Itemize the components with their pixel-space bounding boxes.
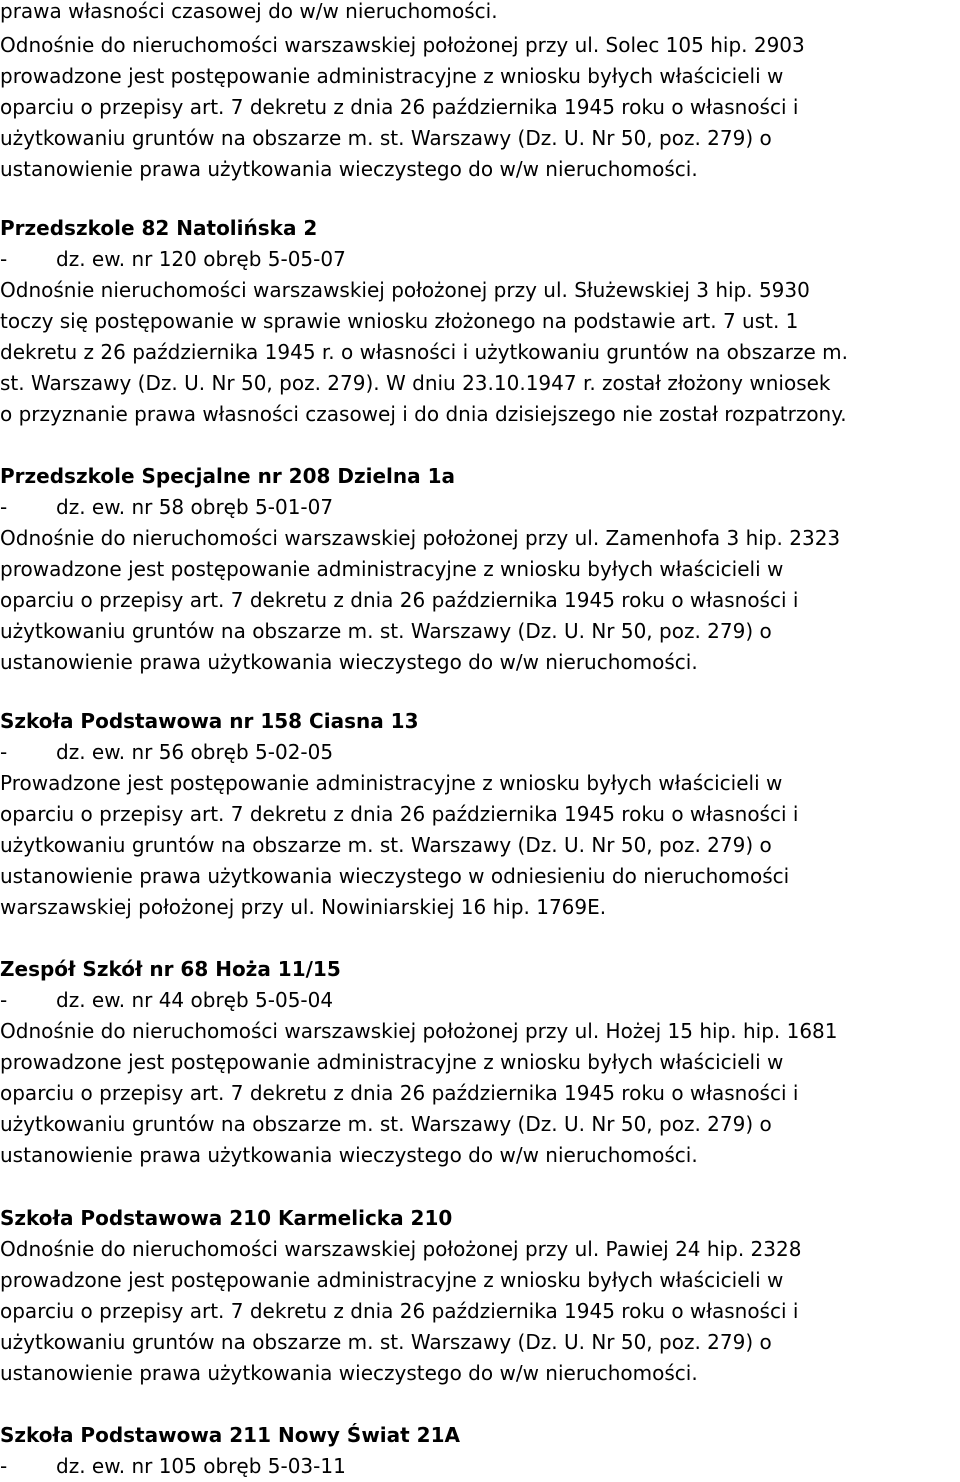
text-line: st. Warszawy (Dz. U. Nr 50, poz. 279). W dniu 23.10.1947 r. został złożony wniosek	[0, 371, 831, 395]
parcel-text: dz. ew. nr 58 obręb 5-01-07	[56, 495, 334, 519]
text-line: warszawskiej położonej przy ul. Nowiniarskiej 16 hip. 1769E.	[0, 895, 607, 919]
list-dash: -	[0, 247, 8, 271]
text-line: oparciu o przepisy art. 7 dekretu z dnia 26 października 1945 roku o własności i	[0, 588, 799, 612]
text-line: Odnośnie do nieruchomości warszawskiej położonej przy ul. Hożej 15 hip. hip. 1681	[0, 1019, 838, 1043]
text-line: Prowadzone jest postępowanie administracyjne z wniosku byłych właścicieli w	[0, 771, 783, 795]
text-line: użytkowaniu gruntów na obszarze m. st. Warszawy (Dz. U. Nr 50, poz. 279) o	[0, 833, 772, 857]
section-heading: Szkoła Podstawowa nr 158 Ciasna 13	[0, 709, 419, 733]
text-line: Odnośnie nieruchomości warszawskiej położonej przy ul. Służewskiej 3 hip. 5930	[0, 278, 810, 302]
parcel-text: dz. ew. nr 56 obręb 5-02-05	[56, 740, 334, 764]
text-line: ustanowienie prawa użytkowania wieczystego do w/w nieruchomości.	[0, 1361, 698, 1385]
parcel-line	[0, 244, 346, 275]
text-line: oparciu o przepisy art. 7 dekretu z dnia 26 października 1945 roku o własności i	[0, 1299, 799, 1323]
text-line: o przyznanie prawa własności czasowej i do dnia dzisiejszego nie został rozpatrzony.	[0, 402, 847, 426]
text-line: dekretu z 26 października 1945 r. o własności i użytkowaniu gruntów na obszarze m.	[0, 340, 848, 364]
section-heading: Przedszkole 82 Natolińska 2	[0, 216, 318, 240]
parcel-line	[0, 737, 333, 768]
list-dash: -	[0, 988, 8, 1012]
list-dash: -	[0, 740, 8, 764]
text-line: ustanowienie prawa użytkowania wieczystego do w/w nieruchomości.	[0, 650, 698, 674]
text-line: prowadzone jest postępowanie administracyjne z wniosku byłych właścicieli w	[0, 557, 784, 581]
text-line: ustanowienie prawa użytkowania wieczystego do w/w nieruchomości.	[0, 1143, 698, 1167]
parcel-text: dz. ew. nr 120 obręb 5-05-07	[56, 247, 346, 271]
text-line: oparciu o przepisy art. 7 dekretu z dnia 26 października 1945 roku o własności i	[0, 95, 799, 119]
text-line: oparciu o przepisy art. 7 dekretu z dnia 26 października 1945 roku o własności i	[0, 802, 799, 826]
section-heading: Szkoła Podstawowa 211 Nowy Świat 21A	[0, 1423, 460, 1447]
text-line: użytkowaniu gruntów na obszarze m. st. Warszawy (Dz. U. Nr 50, poz. 279) o	[0, 1112, 772, 1136]
list-dash: -	[0, 495, 8, 519]
text-line: Odnośnie do nieruchomości warszawskiej położonej przy ul. Pawiej 24 hip. 2328	[0, 1237, 802, 1261]
text-line: toczy się postępowanie w sprawie wniosku złożonego na podstawie art. 7 ust. 1	[0, 309, 799, 333]
parcel-line	[0, 1451, 346, 1482]
text-line: oparciu o przepisy art. 7 dekretu z dnia 26 października 1945 roku o własności i	[0, 1081, 799, 1105]
parcel-line	[0, 985, 333, 1016]
list-dash: -	[0, 1454, 8, 1478]
text-line: ustanowienie prawa użytkowania wieczystego w odniesieniu do nieruchomości	[0, 864, 790, 888]
text-line: użytkowaniu gruntów na obszarze m. st. Warszawy (Dz. U. Nr 50, poz. 279) o	[0, 126, 772, 150]
parcel-line	[0, 492, 333, 523]
section-heading: Przedszkole Specjalne nr 208 Dzielna 1a	[0, 464, 455, 488]
text-line: użytkowaniu gruntów na obszarze m. st. Warszawy (Dz. U. Nr 50, poz. 279) o	[0, 1330, 772, 1354]
text-line: ustanowienie prawa użytkowania wieczystego do w/w nieruchomości.	[0, 157, 698, 181]
text-line: użytkowaniu gruntów na obszarze m. st. Warszawy (Dz. U. Nr 50, poz. 279) o	[0, 619, 772, 643]
section-heading: Zespół Szkół nr 68 Hoża 11/15	[0, 957, 341, 981]
text-line: prawa własności czasowej do w/w nieruchomości.	[0, 0, 498, 23]
parcel-text: dz. ew. nr 105 obręb 5-03-11	[56, 1454, 346, 1478]
text-line: prowadzone jest postępowanie administracyjne z wniosku byłych właścicieli w	[0, 1268, 784, 1292]
text-line: prowadzone jest postępowanie administracyjne z wniosku byłych właścicieli w	[0, 1050, 784, 1074]
text-line: Odnośnie do nieruchomości warszawskiej położonej przy ul. Zamenhofa 3 hip. 2323	[0, 526, 841, 550]
text-line: prowadzone jest postępowanie administracyjne z wniosku byłych właścicieli w	[0, 64, 784, 88]
parcel-text: dz. ew. nr 44 obręb 5-05-04	[56, 988, 334, 1012]
text-line: Odnośnie do nieruchomości warszawskiej położonej przy ul. Solec 105 hip. 2903	[0, 33, 805, 57]
section-heading: Szkoła Podstawowa 210 Karmelicka 210	[0, 1206, 453, 1230]
